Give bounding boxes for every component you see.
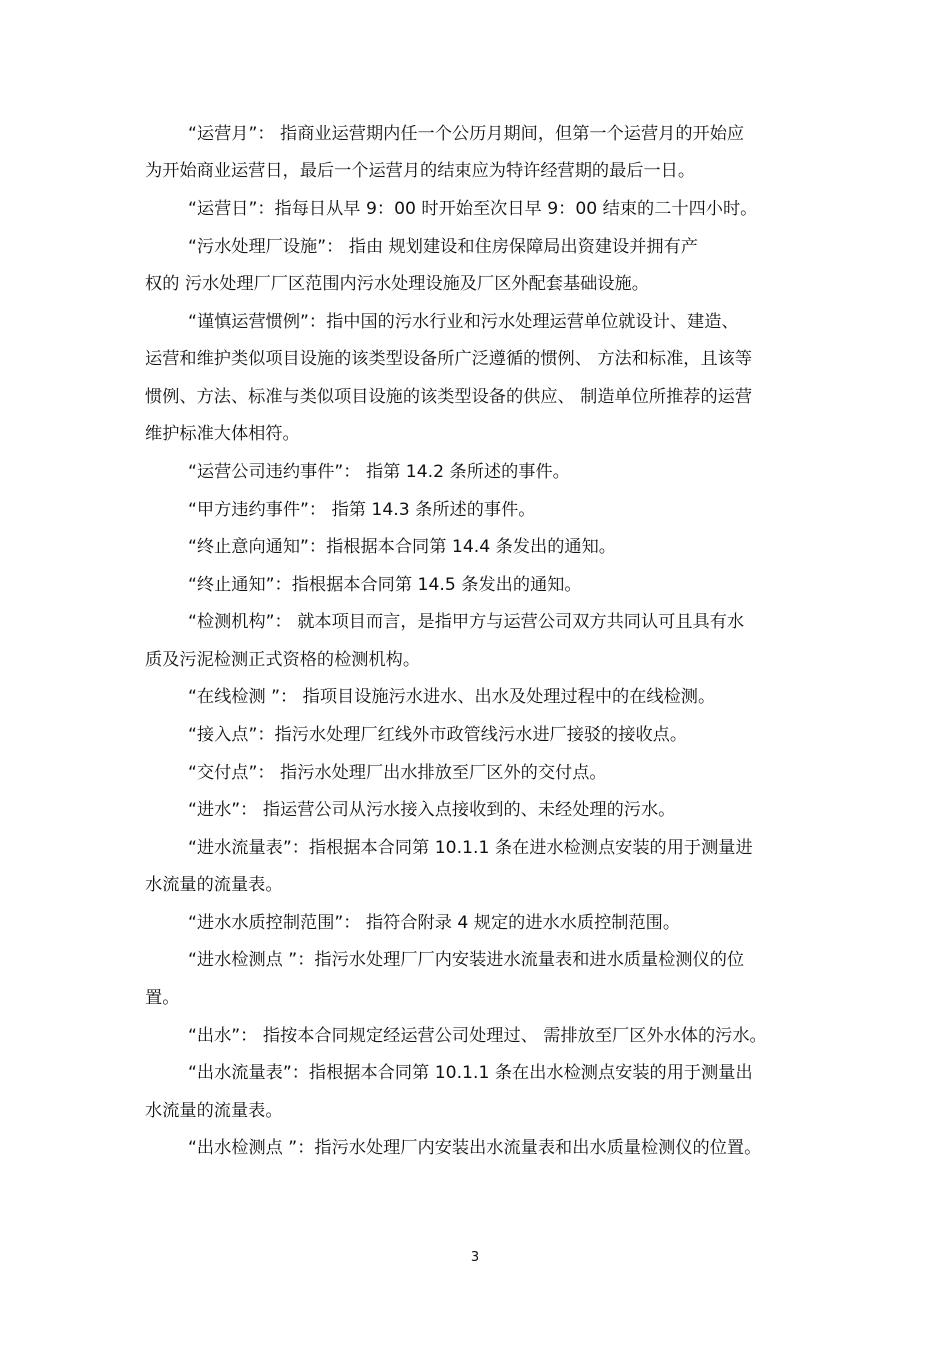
definition-line: “甲方违约事件”： 指第 14.3 条所述的事件。 xyxy=(188,500,536,520)
definition-line: 水流量的流量表。 xyxy=(145,875,283,895)
definition-line: 质及污泥检测正式资格的检测机构。 xyxy=(145,650,421,670)
definition-line: 运营和维护类似项目设施的该类型设备所广泛遵循的惯例、 方法和标准，且该等 xyxy=(145,349,753,369)
definition-line: “交付点”： 指污水处理厂出水排放至厂区外的交付点。 xyxy=(188,763,607,783)
definition-line: 权的 污水处理厂厂区范围内污水处理设施及厂区外配套基础设施。 xyxy=(145,274,649,294)
definition-line: 水流量的流量表。 xyxy=(145,1101,283,1121)
definition-line: “进水检测点 ”：指污水处理厂厂内安装进水流量表和进水质量检测仪的位 xyxy=(188,950,745,970)
definition-line: “出水检测点 ”：指污水处理厂内安装出水流量表和出水质量检测仪的位置。 xyxy=(188,1138,762,1158)
definition-line: “谨慎运营惯例”：指中国的污水行业和污水处理运营单位就设计、建造、 xyxy=(188,312,739,332)
definition-line: 惯例、方法、标准与类似项目设施的该类型设备的供应、 制造单位所推荐的运营 xyxy=(145,387,753,407)
definition-line: 维护标准大体相符。 xyxy=(145,424,300,444)
definition-line: “运营月”： 指商业运营期内任一个公历月期间，但第一个运营月的开始应 xyxy=(188,124,745,144)
definition-line: “进水水质控制范围”： 指符合附录 4 规定的进水水质控制范围。 xyxy=(188,913,681,933)
definition-line: “进水流量表”：指根据本合同第 10.1.1 条在进水检测点安装的用于测量进 xyxy=(188,838,753,858)
definition-line: 置。 xyxy=(145,988,180,1008)
definition-line: “出水”： 指按本合同规定经运营公司处理过、 需排放至厂区外水体的污水。 xyxy=(188,1026,767,1046)
definition-line: “污水处理厂设施”： 指由 规划建设和住房保障局出资建设并拥有产 xyxy=(188,237,698,257)
definition-line: “检测机构”： 就本项目而言，是指甲方与运营公司双方共同认可且具有水 xyxy=(188,612,745,632)
definition-line: “运营日”：指每日从早 9：00 时开始至次日早 9：00 结束的二十四小时。 xyxy=(188,199,758,219)
definition-line: “接入点”：指污水处理厂红线外市政管线污水进厂接驳的接收点。 xyxy=(188,725,688,745)
page-number: 3 xyxy=(470,1250,480,1265)
definition-line: “进水”： 指运营公司从污水接入点接收到的、未经处理的污水。 xyxy=(188,800,676,820)
definition-line: “在线检测 ”： 指项目设施污水进水、出水及处理过程中的在线检测。 xyxy=(188,687,716,707)
definition-line: “终止意向通知”：指根据本合同第 14.4 条发出的通知。 xyxy=(188,537,616,557)
definition-line: “出水流量表”：指根据本合同第 10.1.1 条在出水检测点安装的用于测量出 xyxy=(188,1063,753,1083)
definition-line: 为开始商业运营日，最后一个运营月的结束应为特许经营期的最后一日。 xyxy=(145,161,696,181)
definition-line: “运营公司违约事件”： 指第 14.2 条所述的事件。 xyxy=(188,462,570,482)
definition-line: “终止通知”：指根据本合同第 14.5 条发出的通知。 xyxy=(188,575,582,595)
